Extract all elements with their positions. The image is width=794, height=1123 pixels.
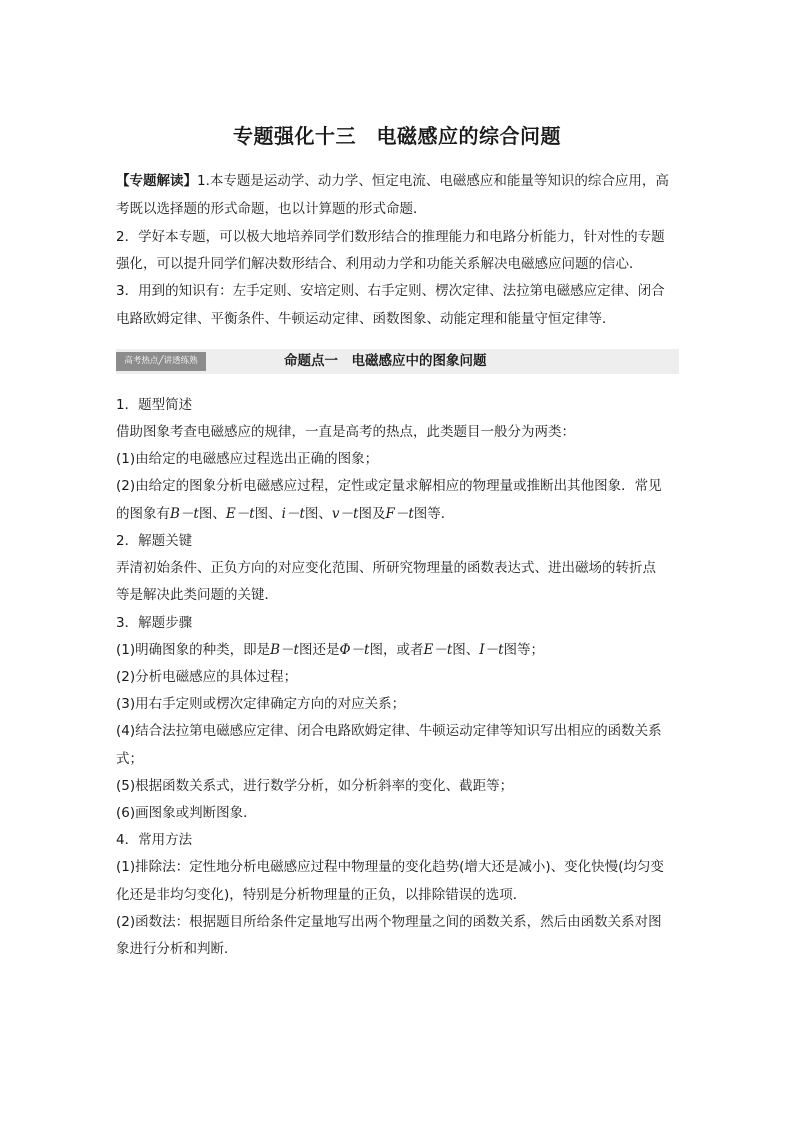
section-title: 命题点一 电磁感应中的图象问题 (284, 353, 487, 369)
text-run: 图等； (503, 642, 545, 658)
body-line: (2)分析电磁感应的具体过程； (116, 669, 298, 685)
tag-left: 高考热点 (124, 356, 159, 366)
text-run: 图及 (358, 506, 386, 522)
section-tag (116, 352, 206, 371)
formula: I－t (479, 642, 504, 658)
formula: B－t (170, 506, 199, 522)
text-run: 图还是 (298, 642, 340, 658)
formula: Φ－t (339, 642, 370, 658)
body-line: 式； (116, 751, 143, 767)
body-line: (1)排除法：定性地分析电磁感应过程中物理量的变化趋势(增大还是减小)、变化快慢(均匀变 (116, 859, 664, 875)
body-line: (2)由给定的图象分析电磁感应过程，定性或定量求解相应的物理量或推断出其他图象．常见 (116, 478, 662, 494)
formula: E－t (225, 506, 255, 522)
formula: i－t (281, 506, 305, 522)
page-title: 专题强化十三 电磁感应的综合问题 (233, 124, 561, 148)
body-line: (4)结合法拉第电磁感应定律、闭合电路欧姆定律、牛顿运动定律等知识写出相应的函数关系 (116, 723, 662, 739)
intro-line: 2．学好本专题，可以极大地培养同学们数形结合的推理能力和电路分析能力，针对性的专题 (116, 229, 665, 245)
body-line: (6)画图象或判断图象． (116, 805, 257, 821)
body-line: 弄清初始条件、正负方向的对应变化范围、所研究物理量的函数表达式、进出磁场的转折点 (116, 560, 656, 576)
section-heading: 4．常用方法 (116, 832, 193, 848)
body-line: 借助图象考查电磁感应的规律，一直是高考的热点，此类题目一般分为两类： (116, 424, 575, 440)
intro-line: 考既以选择题的形式命题，也以计算题的形式命题． (116, 201, 427, 217)
intro-line: 强化，可以提升同学们解决数形结合、利用动力学和功能关系解决电磁感应问题的信心． (116, 256, 643, 272)
text-run: 图、 (198, 506, 226, 522)
section-heading: 1．题型简述 (116, 397, 193, 413)
formula: F－t (385, 506, 414, 522)
body-line: 化还是非均匀变化)，特别是分析物理量的正负，以排除错误的选项． (116, 887, 527, 903)
body-line: (5)根据函数关系式，进行数学分析，如分析斜率的变化、截距等； (116, 778, 514, 794)
intro-line (116, 172, 679, 190)
body-line: (3)用右手定则或楞次定律确定方向的对应关系； (116, 696, 406, 712)
intro-line: 3．用到的知识有：左手定则、安培定则、右手定则、楞次定律、法拉第电磁感应定律、闭合 (116, 283, 665, 299)
text-run: 的图象有 (116, 506, 170, 522)
intro-line: 电路欧姆定律、平衡条件、牛顿运动定律、函数图象、动能定理和能量守恒定律等． (116, 311, 616, 327)
section-heading: 3．解题步骤 (116, 615, 193, 631)
body-line: (2)函数法：根据题目所给条件定量地写出两个物理量之间的函数关系，然后由函数关系对图 (116, 914, 662, 930)
text-run: (1)明确图象的种类，即是 (116, 642, 271, 658)
body-line: 等是解决此类问题的关键． (116, 587, 278, 603)
text-run: 图，或者 (369, 642, 424, 658)
body-line (116, 505, 679, 523)
text-run: 图等． (413, 506, 455, 522)
formula: E－t (423, 642, 453, 658)
section-banner (116, 349, 679, 374)
tag-right: 讲透练熟 (163, 356, 198, 366)
formula: B－t (270, 642, 299, 658)
section-heading: 2．解题关键 (116, 533, 193, 549)
intro-text: 1.本专题是运动学、动力学、恒定电流、电磁感应和能量等知识的综合应用，高 (197, 173, 669, 189)
formula: v－t (331, 506, 359, 522)
body-line (116, 641, 679, 659)
intro-label: 【专题解读】 (116, 173, 197, 189)
text-run: 图、 (254, 506, 282, 522)
tag-separator: ╱ (158, 356, 164, 366)
text-run: 图、 (304, 506, 332, 522)
body-line: 象进行分析和判断． (116, 941, 238, 957)
body-line: (1)由给定的电磁感应过程选出正确的图象； (116, 451, 379, 467)
text-run: 图、 (452, 642, 480, 658)
